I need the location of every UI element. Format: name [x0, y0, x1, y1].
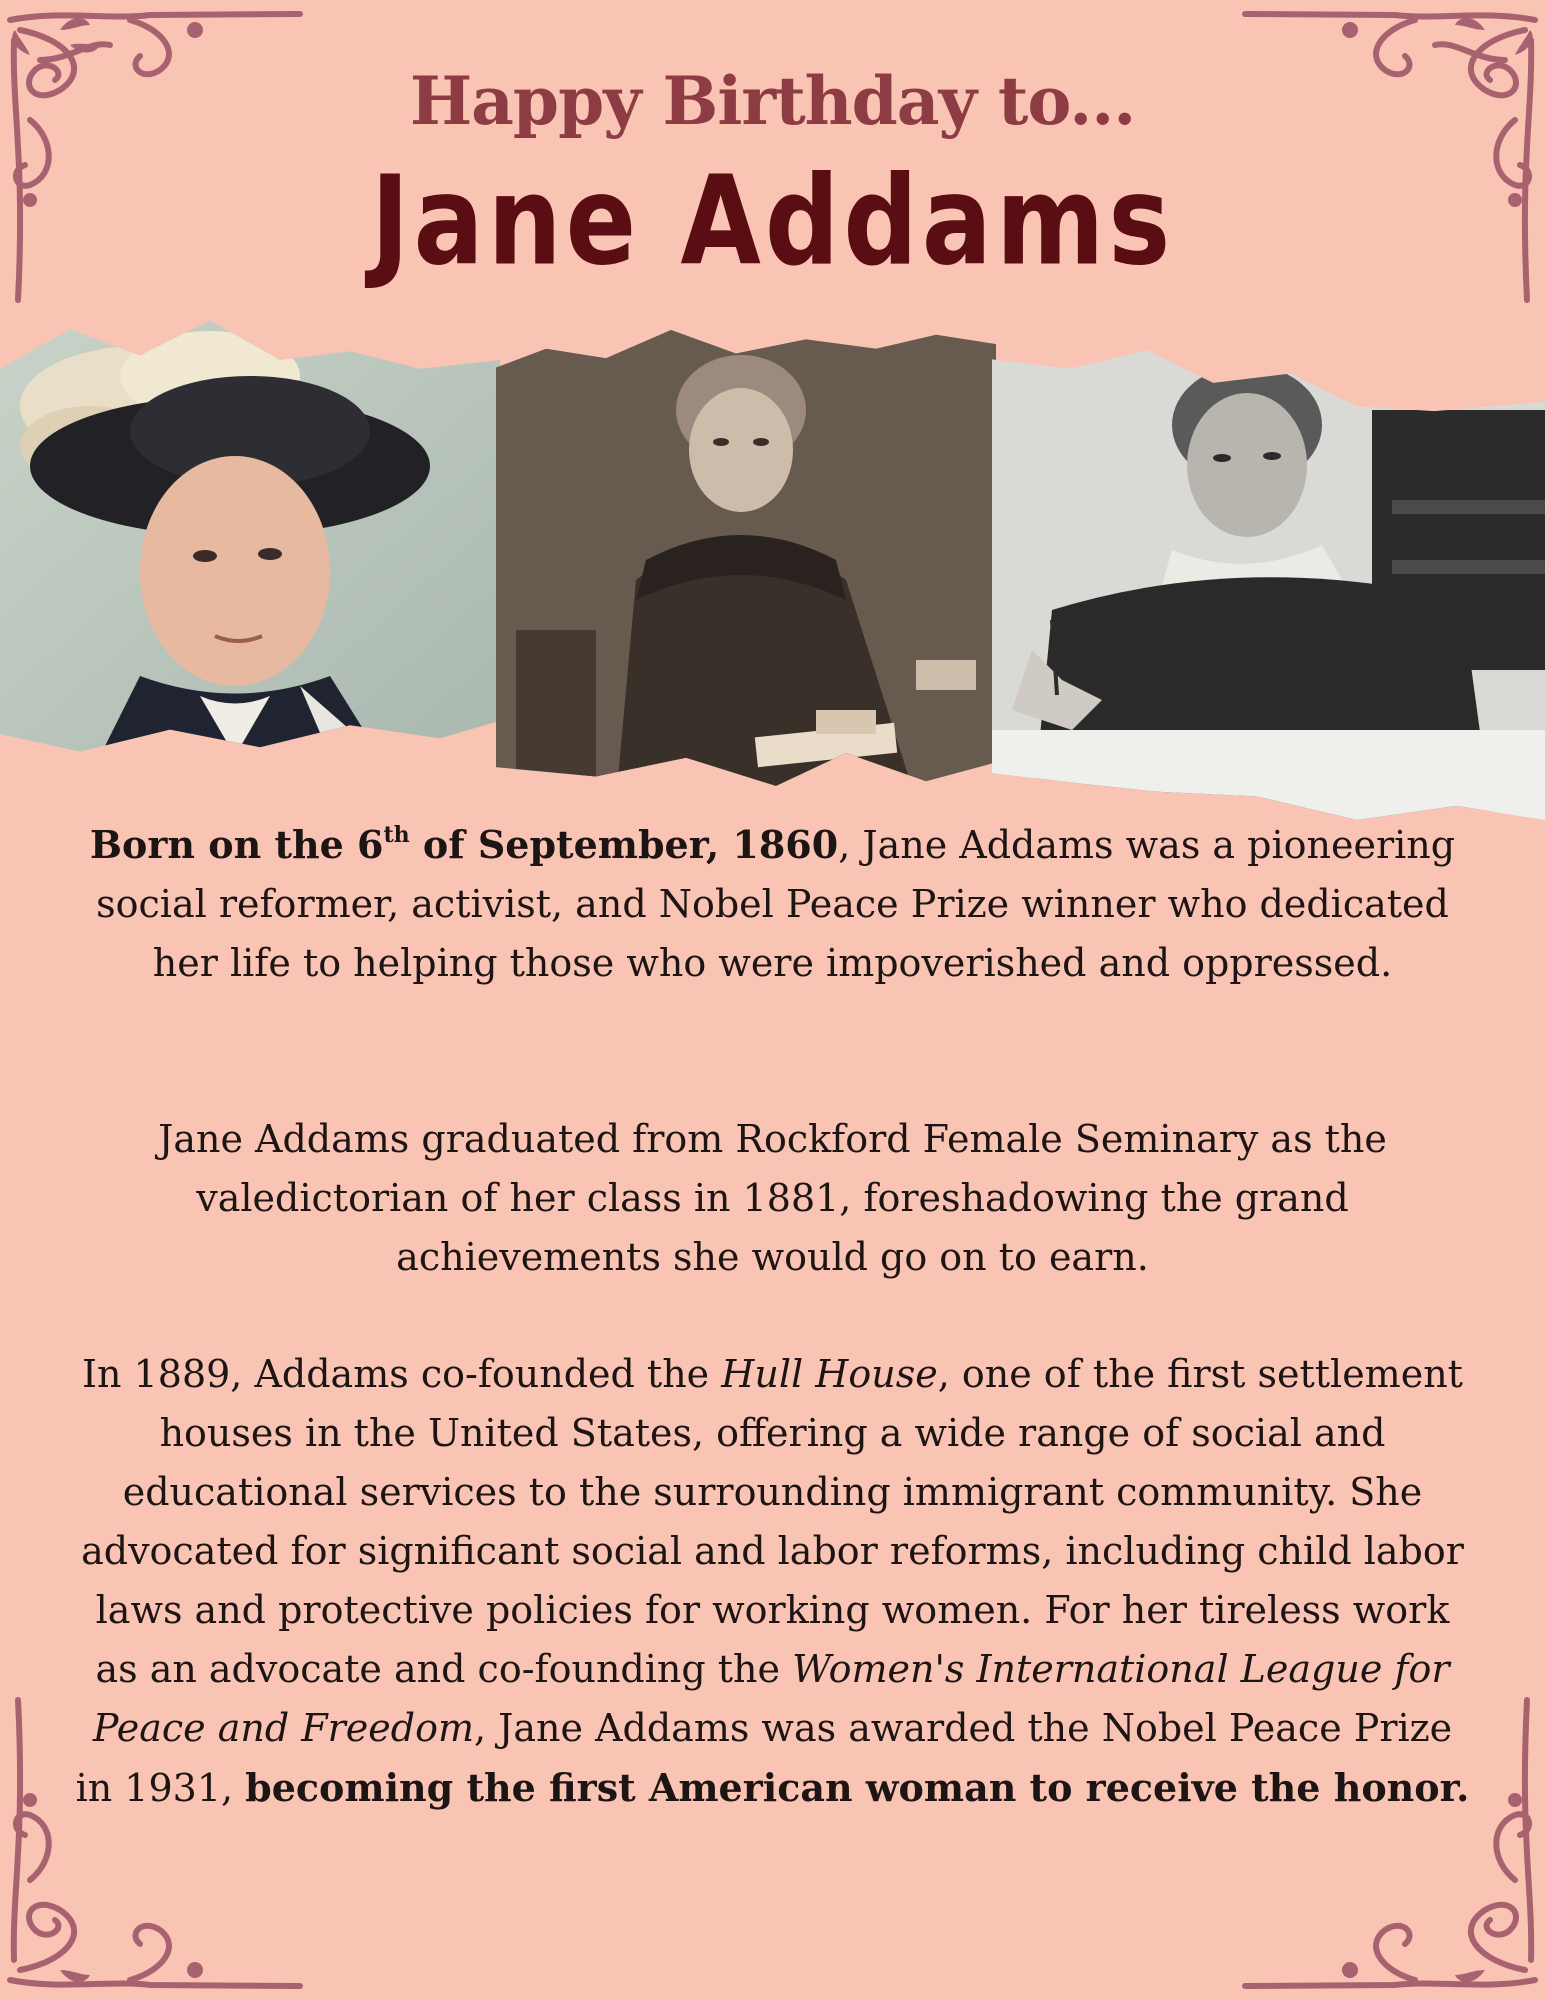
- born-date-bold-1: Born on the 6: [89, 822, 384, 867]
- hull-house-description: , one of the first settlement houses in the United States, offering a wide range of social and educational services to the surrounding immigrant community. She advocated for significant social and labor reforms, including child labor laws and protective policies for working women. For her tireless work as an advocate and co-founding the: [81, 1352, 1464, 1691]
- photo-seated-sepia: [496, 330, 996, 800]
- photo-strip: [0, 310, 1545, 830]
- photo-writing-bw: [992, 350, 1545, 820]
- born-date-superscript: th: [383, 822, 410, 849]
- nobel-text: , Jane Addams was awarded the Nobel Peace Prize in 1931,: [75, 1706, 1453, 1810]
- closing-statement: becoming the first American woman to receive the honor.: [245, 1765, 1470, 1810]
- paragraph-graduation: Jane Addams graduated from Rockford Female Seminary as the valedictorian of her class in 1881, foreshadowing the grand achievements she would go on to earn.: [158, 1117, 1387, 1279]
- paragraph-born: [70, 815, 1475, 993]
- name-heading: Jane Addams: [370, 149, 1175, 293]
- photo-colorized-hat: [0, 316, 500, 756]
- hull-house-intro: In 1889, Addams co-founded the: [82, 1352, 722, 1396]
- subtitle-heading: Happy Birthday to...: [409, 62, 1136, 140]
- born-description: , Jane Addams was a pioneering social reformer, activist, and Nobel Peace Prize winner who dedicated her life to helping those who were impoverished and oppressed.: [96, 823, 1456, 985]
- hull-house-title: Hull House: [721, 1352, 938, 1396]
- league-title: Women's International League for Peace and Freedom: [92, 1647, 1450, 1750]
- born-date-bold-2: of September, 1860: [409, 822, 839, 867]
- paragraph-hull-house: [70, 1345, 1475, 1818]
